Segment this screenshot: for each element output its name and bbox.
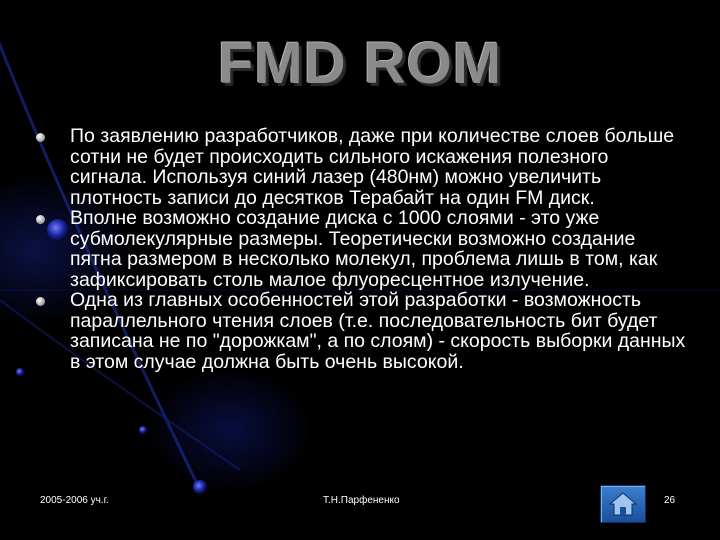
bullet-text: Вполне возможно создание диска с 1000 слоями - это уже субмолекулярные размеры. Теоретически возможно создание пятна размером в несколько молекул, проблема лишь в том, как зафиксировать столь малое флуоресцентное излучение.	[70, 207, 658, 291]
bullet-item	[36, 208, 686, 290]
page-number: 26	[664, 495, 676, 506]
footer-author: Т.Н.Парфененко	[323, 495, 400, 506]
slide-title: FMD ROM	[217, 31, 503, 96]
home-button[interactable]	[600, 485, 646, 523]
bullet-dot-icon	[36, 297, 45, 306]
bullet-text: По заявлению разработчиков, даже при количестве слоев больше сотни не будет происходить сильного искажения полезного сигнала. Используя синий лазер (480нм) можно увеличить плотность записи до десятков Терабайт на один FM диск.	[70, 125, 675, 209]
decor-orb	[139, 426, 147, 434]
bullet-list	[36, 126, 686, 372]
bullet-dot-icon	[36, 133, 45, 142]
footer-date: 2005-2006 уч.г.	[40, 495, 109, 506]
decor-orb	[16, 368, 24, 376]
home-icon	[608, 491, 638, 517]
bullet-text: Одна из главных особенностей этой разработки - возможность параллельного чтения слоев (т.е. последовательность бит будет записана не по "дорожкам", а по слоям) - скорость выборки данных в этом случае должна быть очень высокой.	[70, 289, 686, 373]
bullet-item	[36, 290, 686, 372]
bullet-dot-icon	[36, 215, 45, 224]
decor-orb	[193, 480, 207, 494]
bullet-item	[36, 126, 686, 208]
